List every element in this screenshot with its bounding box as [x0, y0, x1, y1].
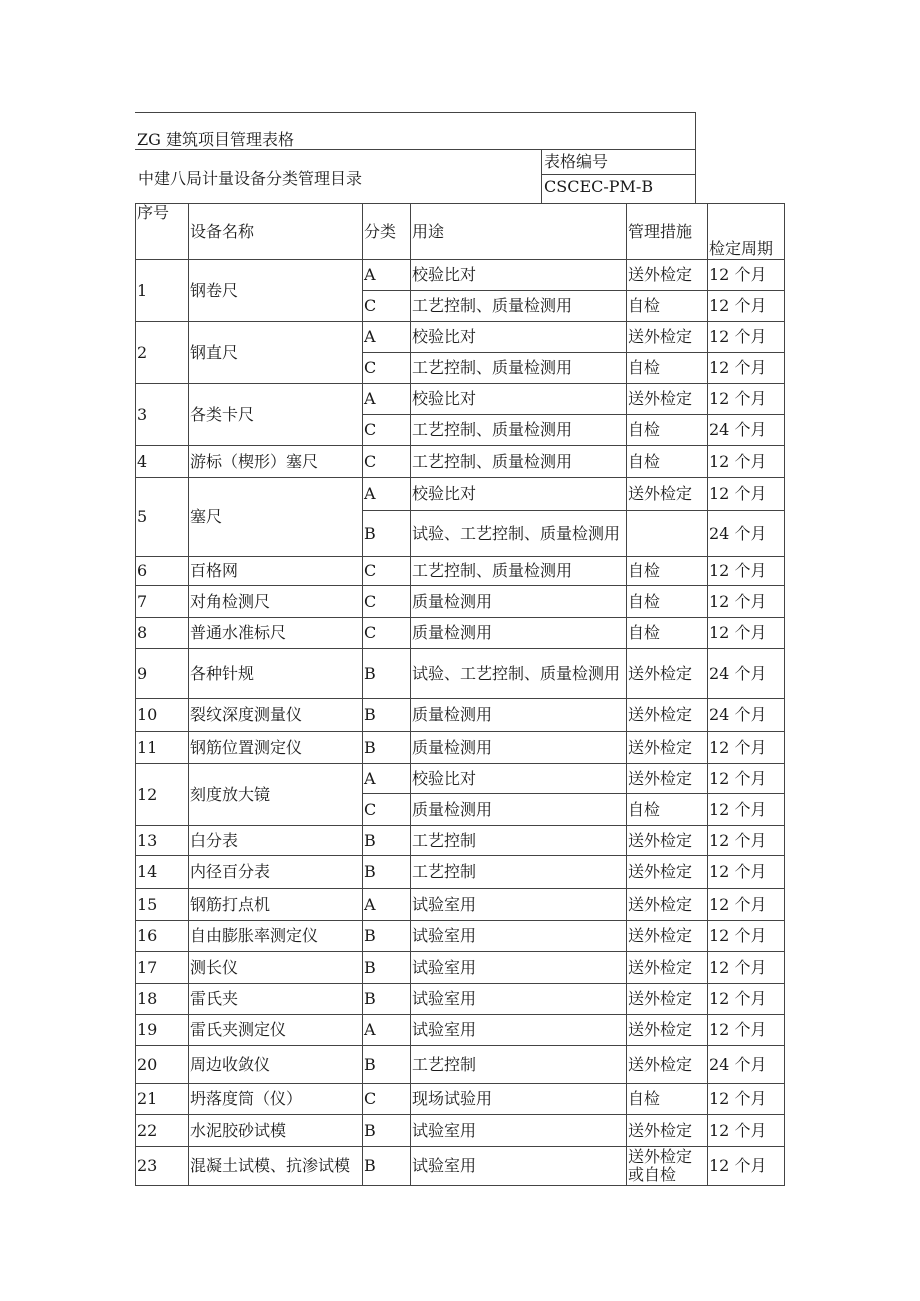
period-cell: 12 个月	[708, 826, 785, 856]
measure-cell: 送外检定	[627, 260, 708, 291]
usage-cell: 试验室用	[411, 1115, 627, 1147]
table-row	[136, 921, 785, 952]
period-cell: 12 个月	[708, 1147, 785, 1186]
table-row	[136, 984, 785, 1015]
measure-cell: 送外检定	[627, 322, 708, 353]
measure-cell: 送外检定	[627, 826, 708, 856]
class-cell: B	[363, 826, 411, 856]
equipment-name: 雷氏夹测定仪	[189, 1015, 363, 1046]
measure-cell: 送外检定	[627, 764, 708, 794]
equipment-name: 对角检测尺	[189, 586, 363, 618]
measure-cell	[627, 511, 708, 557]
period-cell: 12 个月	[708, 478, 785, 511]
usage-cell: 试验室用	[411, 889, 627, 921]
class-cell: B	[363, 856, 411, 889]
table-row	[136, 699, 785, 732]
class-cell: B	[363, 984, 411, 1015]
class-cell: A	[363, 1015, 411, 1046]
row-number: 23	[136, 1147, 189, 1186]
equipment-name: 钢卷尺	[189, 260, 363, 322]
measure-cell: 送外检定	[627, 732, 708, 764]
row-number: 17	[136, 952, 189, 984]
table-row	[136, 764, 785, 794]
period-cell: 24 个月	[708, 511, 785, 557]
equipment-name: 雷氏夹	[189, 984, 363, 1015]
equipment-name: 刻度放大镜	[189, 764, 363, 826]
class-cell: B	[363, 649, 411, 699]
usage-cell: 工艺控制、质量检测用	[411, 291, 627, 322]
table-row	[136, 1115, 785, 1147]
row-number: 16	[136, 921, 189, 952]
period-cell: 12 个月	[708, 322, 785, 353]
usage-cell: 现场试验用	[411, 1084, 627, 1115]
table-row	[136, 618, 785, 649]
class-cell: A	[363, 478, 411, 511]
period-cell: 12 个月	[708, 921, 785, 952]
period-cell: 12 个月	[708, 260, 785, 291]
usage-cell: 工艺控制、质量检测用	[411, 353, 627, 384]
measure-cell: 自检	[627, 618, 708, 649]
col-header-class: 分类	[363, 204, 411, 260]
table-row	[136, 889, 785, 921]
class-cell: C	[363, 1084, 411, 1115]
row-number: 12	[136, 764, 189, 826]
row-number: 3	[136, 384, 189, 446]
col-header-period: 检定周期	[708, 204, 785, 260]
table-row	[136, 557, 785, 586]
usage-cell: 校验比对	[411, 260, 627, 291]
table-row	[136, 478, 785, 511]
equipment-name: 测长仪	[189, 952, 363, 984]
equipment-name: 游标（楔形）塞尺	[189, 446, 363, 478]
class-cell: B	[363, 952, 411, 984]
row-number: 11	[136, 732, 189, 764]
period-cell: 24 个月	[708, 649, 785, 699]
row-number: 20	[136, 1046, 189, 1084]
form-header	[135, 112, 696, 203]
measure-cell: 自检	[627, 353, 708, 384]
row-number: 15	[136, 889, 189, 921]
table-header-row	[136, 204, 785, 260]
usage-cell: 工艺控制、质量检测用	[411, 415, 627, 446]
row-number: 4	[136, 446, 189, 478]
period-cell: 12 个月	[708, 353, 785, 384]
period-cell: 12 个月	[708, 291, 785, 322]
period-cell: 24 个月	[708, 1046, 785, 1084]
measure-cell: 送外检定	[627, 384, 708, 415]
period-cell: 12 个月	[708, 586, 785, 618]
usage-cell: 校验比对	[411, 384, 627, 415]
measure-cell: 送外检定	[627, 649, 708, 699]
equipment-name: 白分表	[189, 826, 363, 856]
table-row	[136, 1046, 785, 1084]
period-cell: 12 个月	[708, 618, 785, 649]
row-number: 21	[136, 1084, 189, 1115]
measure-cell: 送外检定	[627, 699, 708, 732]
measure-cell: 自检	[627, 794, 708, 826]
measure-cell: 送外检定或自检	[627, 1147, 708, 1186]
usage-cell: 试验、工艺控制、质量检测用	[411, 649, 627, 699]
measure-cell: 自检	[627, 415, 708, 446]
measure-cell: 送外检定	[627, 921, 708, 952]
table-row	[136, 1015, 785, 1046]
usage-cell: 试验室用	[411, 952, 627, 984]
period-cell: 12 个月	[708, 446, 785, 478]
class-cell: B	[363, 511, 411, 557]
equipment-name: 周边收敛仪	[189, 1046, 363, 1084]
table-row	[136, 732, 785, 764]
equipment-name: 水泥胶砂试模	[189, 1115, 363, 1147]
usage-cell: 试验室用	[411, 921, 627, 952]
row-number: 8	[136, 618, 189, 649]
period-cell: 12 个月	[708, 952, 785, 984]
class-cell: B	[363, 732, 411, 764]
period-cell: 24 个月	[708, 415, 785, 446]
class-cell: C	[363, 415, 411, 446]
table-row	[136, 856, 785, 889]
measure-cell: 送外检定	[627, 1115, 708, 1147]
equipment-name: 百格网	[189, 557, 363, 586]
table-row	[136, 649, 785, 699]
row-number: 2	[136, 322, 189, 384]
class-cell: A	[363, 322, 411, 353]
table-row	[136, 586, 785, 618]
form-title: ZG 建筑项目管理表格	[137, 130, 294, 149]
col-header-use: 用途	[411, 204, 627, 260]
usage-cell: 试验室用	[411, 984, 627, 1015]
row-number: 22	[136, 1115, 189, 1147]
period-cell: 12 个月	[708, 557, 785, 586]
usage-cell: 工艺控制	[411, 826, 627, 856]
usage-cell: 校验比对	[411, 478, 627, 511]
usage-cell: 质量检测用	[411, 699, 627, 732]
usage-cell: 质量检测用	[411, 618, 627, 649]
equipment-name: 各种针规	[189, 649, 363, 699]
equipment-name: 裂纹深度测量仪	[189, 699, 363, 732]
period-cell: 12 个月	[708, 1015, 785, 1046]
equipment-name: 钢筋位置测定仪	[189, 732, 363, 764]
period-cell: 12 个月	[708, 984, 785, 1015]
usage-cell: 校验比对	[411, 322, 627, 353]
table-row	[136, 384, 785, 415]
equipment-name: 钢直尺	[189, 322, 363, 384]
class-cell: C	[363, 557, 411, 586]
class-cell: C	[363, 586, 411, 618]
period-cell: 12 个月	[708, 1115, 785, 1147]
equipment-name: 钢筋打点机	[189, 889, 363, 921]
row-number: 6	[136, 557, 189, 586]
row-number: 13	[136, 826, 189, 856]
usage-cell: 试验、工艺控制、质量检测用	[411, 511, 627, 557]
equipment-name: 内径百分表	[189, 856, 363, 889]
class-cell: A	[363, 889, 411, 921]
row-number: 1	[136, 260, 189, 322]
row-number: 18	[136, 984, 189, 1015]
measure-cell: 自检	[627, 1084, 708, 1115]
form-subtitle: 中建八局计量设备分类管理目录	[138, 169, 363, 188]
row-number: 7	[136, 586, 189, 618]
period-cell: 12 个月	[708, 889, 785, 921]
form-number-value: CSCEC-PM-B	[544, 177, 654, 196]
class-cell: C	[363, 794, 411, 826]
equipment-name: 普通水准标尺	[189, 618, 363, 649]
col-header-no: 序号	[136, 204, 189, 260]
equipment-name: 各类卡尺	[189, 384, 363, 446]
table-row	[136, 826, 785, 856]
usage-cell: 工艺控制	[411, 856, 627, 889]
usage-cell: 质量检测用	[411, 732, 627, 764]
class-cell: A	[363, 764, 411, 794]
measure-cell: 自检	[627, 291, 708, 322]
class-cell: A	[363, 260, 411, 291]
equipment-name: 塞尺	[189, 478, 363, 557]
usage-cell: 工艺控制、质量检测用	[411, 446, 627, 478]
table-row	[136, 260, 785, 291]
class-cell: B	[363, 1115, 411, 1147]
table-row	[136, 1084, 785, 1115]
row-number: 5	[136, 478, 189, 557]
header-rule-split	[541, 149, 542, 203]
form-number-label: 表格编号	[544, 152, 609, 171]
class-cell: C	[363, 291, 411, 322]
period-cell: 12 个月	[708, 794, 785, 826]
usage-cell: 试验室用	[411, 1147, 627, 1186]
measure-cell: 送外检定	[627, 952, 708, 984]
period-cell: 12 个月	[708, 732, 785, 764]
measure-cell: 送外检定	[627, 478, 708, 511]
col-header-measure: 管理措施	[627, 204, 708, 260]
measure-cell: 送外检定	[627, 1046, 708, 1084]
table-row	[136, 1147, 785, 1186]
measure-cell: 送外检定	[627, 1015, 708, 1046]
equipment-name: 坍落度筒（仪）	[189, 1084, 363, 1115]
equipment-name: 混凝土试模、抗渗试模	[189, 1147, 363, 1186]
measure-cell: 送外检定	[627, 889, 708, 921]
class-cell: C	[363, 446, 411, 478]
measure-cell: 送外检定	[627, 984, 708, 1015]
header-rule-formno	[541, 174, 696, 175]
header-rule-right	[695, 112, 696, 203]
measure-cell: 自检	[627, 586, 708, 618]
class-cell: C	[363, 618, 411, 649]
usage-cell: 工艺控制	[411, 1046, 627, 1084]
class-cell: C	[363, 353, 411, 384]
table-row	[136, 322, 785, 353]
usage-cell: 校验比对	[411, 764, 627, 794]
header-rule-top	[135, 112, 696, 113]
usage-cell: 质量检测用	[411, 586, 627, 618]
table-row	[136, 446, 785, 478]
period-cell: 12 个月	[708, 764, 785, 794]
row-number: 14	[136, 856, 189, 889]
period-cell: 24 个月	[708, 699, 785, 732]
class-cell: B	[363, 921, 411, 952]
equipment-name: 自由膨胀率测定仪	[189, 921, 363, 952]
equipment-table	[135, 203, 785, 1186]
class-cell: A	[363, 384, 411, 415]
col-header-name: 设备名称	[189, 204, 363, 260]
class-cell: B	[363, 1147, 411, 1186]
measure-cell: 送外检定	[627, 856, 708, 889]
measure-cell: 自检	[627, 446, 708, 478]
row-number: 19	[136, 1015, 189, 1046]
usage-cell: 试验室用	[411, 1015, 627, 1046]
table-row	[136, 952, 785, 984]
period-cell: 12 个月	[708, 384, 785, 415]
measure-cell: 自检	[627, 557, 708, 586]
period-cell: 12 个月	[708, 1084, 785, 1115]
class-cell: B	[363, 1046, 411, 1084]
usage-cell: 工艺控制、质量检测用	[411, 557, 627, 586]
row-number: 10	[136, 699, 189, 732]
usage-cell: 质量检测用	[411, 794, 627, 826]
row-number: 9	[136, 649, 189, 699]
class-cell: B	[363, 699, 411, 732]
period-cell: 12 个月	[708, 856, 785, 889]
